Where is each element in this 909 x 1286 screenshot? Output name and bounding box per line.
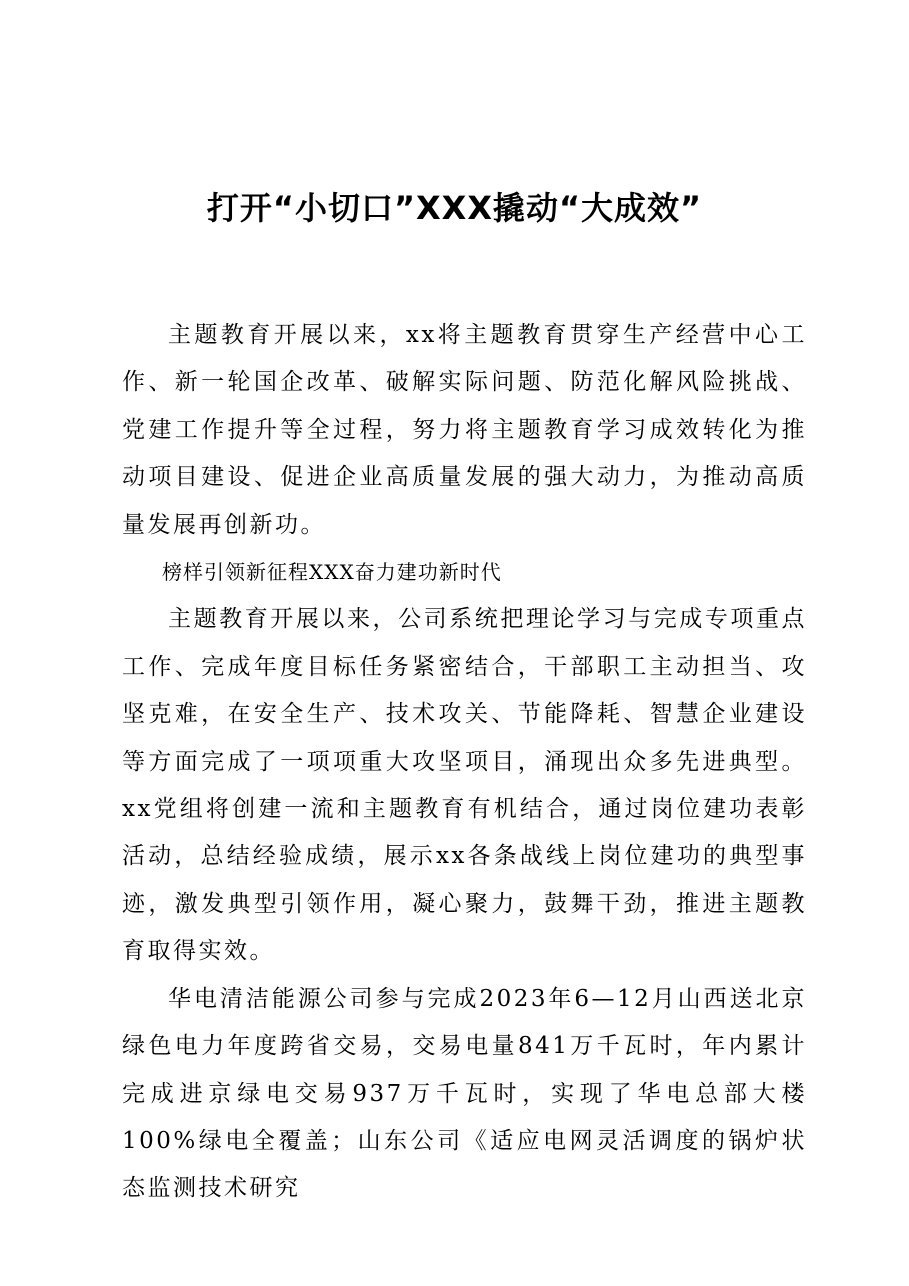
document-body [122,312,807,1213]
paragraph-intro: 主题教育开展以来，xx将主题教育贯穿生产经营中心工作、新一轮国企改革、破解实际问题、防范化解风险挑战、党建工作提升等全过程，努力将主题教育学习成效转化为推动项目建设、促进企业高质量发展的强大动力，为推动高质量发展再创新功。 [122,322,807,538]
paragraph-role-models: 主题教育开展以来，公司系统把理论学习与完成专项重点工作、完成年度目标任务紧密结合，干部职工主动担当、攻坚克难，在安全生产、技术攻关、节能降耗、智慧企业建设等方面完成了一项项重大攻坚项目，涌现出众多先进典型。xx党组将创建一流和主题教育有机结合，通过岗位建功表彰活动，总结经验成绩，展示xx各条战线上岗位建功的典型事迹，激发典型引领作用，凝心聚力，鼓舞干劲，推进主题教育取得实效。 [122,606,807,965]
section-heading: 榜样引领新征程XXX奋力建功新时代 [162,560,502,585]
document-title: 打开“小切口”XXX撬动“大成效” [206,189,703,227]
paragraph-achievements: 华电清洁能源公司参与完成2023年6—12月山西送北京绿色电力年度跨省交易，交易电量841万千瓦时，年内累计完成进京绿电交易937万千瓦时，实现了华电总部大楼100%绿电全覆盖；山东公司《适应电网灵活调度的锅炉状态监测技术研究 [122,985,807,1202]
